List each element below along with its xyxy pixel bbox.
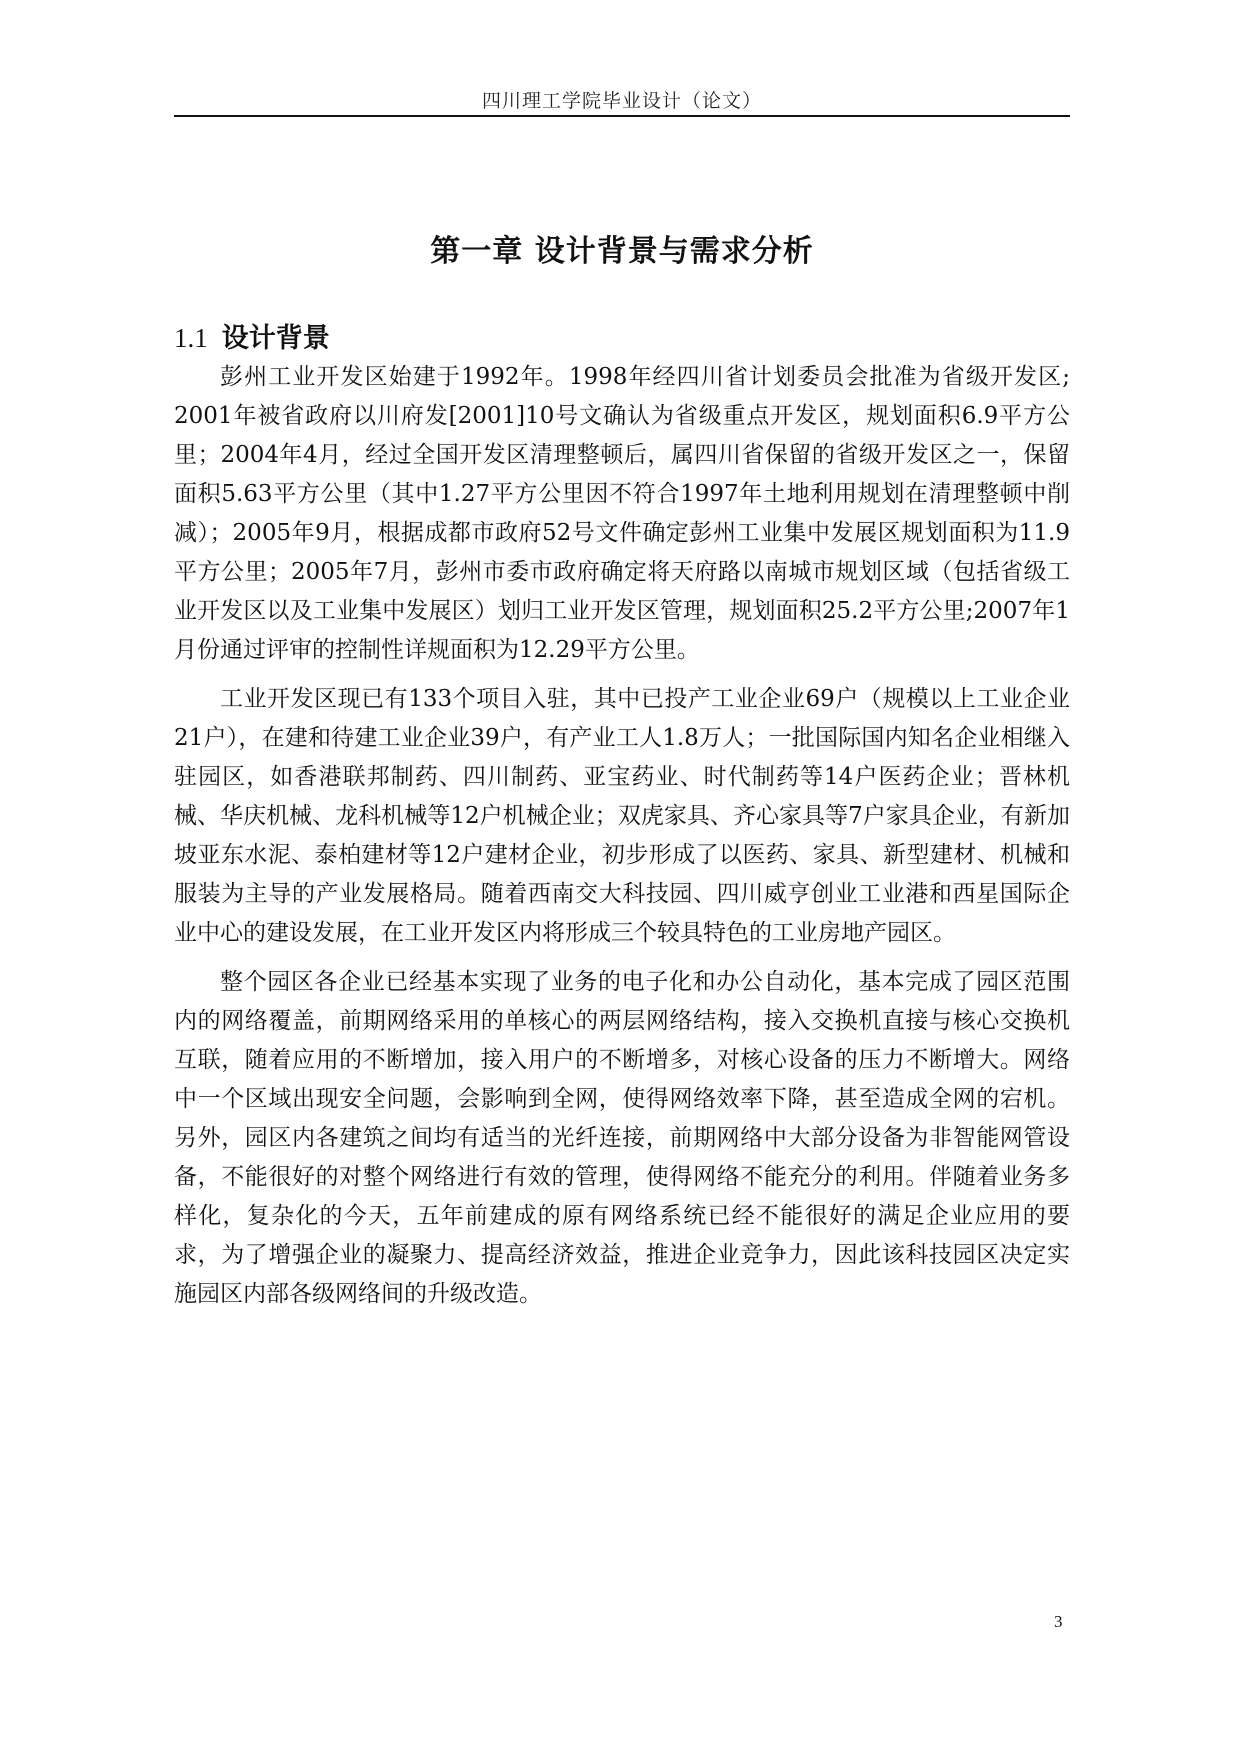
body-text bbox=[174, 358, 1070, 1324]
page-header: 四川理工学院毕业设计（论文） bbox=[481, 90, 762, 112]
header-divider bbox=[174, 115, 1070, 117]
section-heading bbox=[174, 316, 330, 355]
section-number: 1.1 bbox=[174, 323, 208, 353]
page-number: 3 bbox=[1054, 1612, 1063, 1631]
paragraph: 彭州工业开发区始建于1992年。1998年经四川省计划委员会批准为省级开发区; 2001年被省政府以川府发[2001]10号文确认为省级重点开发区，规划面积6.9平方公里；2004年4月，经过全国开发区清理整顿后，属四川省保留的省级开发区之一，保留面积5.63平方公里（其中1.27平方公里因不符合1997年土地利用规划在清理整顿中削减）；2005年9月，根据成都市政府52号文件确定彭州工业集中发展区规划面积为11.9平方公里；2005年7月，彭州市委市政府确定将天府路以南城市规划区域（包括省级工业开发区以及工业集中发展区）划归工业开发区管理，规划面积25.2平方公里;2007年1月份通过评审的控制性详规面积为12.29平方公里。 bbox=[174, 364, 1070, 663]
chapter-title: 第一章 设计背景与需求分析 bbox=[430, 234, 814, 269]
paragraph: 工业开发区现已有133个项目入驻，其中已投产工业企业69户（规模以上工业企业21户），在建和待建工业企业39户，有产业工人1.8万人；一批国际国内知名企业相继入驻园区，如香港联邦制药、四川制药、亚宝药业、时代制药等14户医药企业；晋林机械、华庆机械、龙科机械等12户机械企业；双虎家具、齐心家具等7户家具企业，有新加坡亚东水泥、泰柏建材等12户建材企业，初步形成了以医药、家具、新型建材、机械和服装为主导的产业发展格局。随着西南交大科技园、四川威亨创业工业港和西星国际企业中心的建设发展，在工业开发区内将形成三个较具特色的工业房地产园区。 bbox=[174, 686, 1070, 946]
paragraph: 整个园区各企业已经基本实现了业务的电子化和办公自动化，基本完成了园区范围内的网络覆盖，前期网络采用的单核心的两层网络结构，接入交换机直接与核心交换机互联，随着应用的不断增加，接入用户的不断增多，对核心设备的压力不断增大。网络中一个区域出现安全问题，会影响到全网，使得网络效率下降，甚至造成全网的宕机。另外，园区内各建筑之间均有适当的光纤连接，前期网络中大部分设备为非智能网管设备，不能很好的对整个网络进行有效的管理，使得网络不能充分的利用。伴随着业务多样化，复杂化的今天，五年前建成的原有网络系统已经不能很好的满足企业应用的要求，为了增强企业的凝聚力、提高经济效益，推进企业竞争力，因此该科技园区决定实施园区内部各级网络间的升级改造。 bbox=[174, 969, 1070, 1307]
section-title: 设计背景 bbox=[221, 323, 330, 354]
